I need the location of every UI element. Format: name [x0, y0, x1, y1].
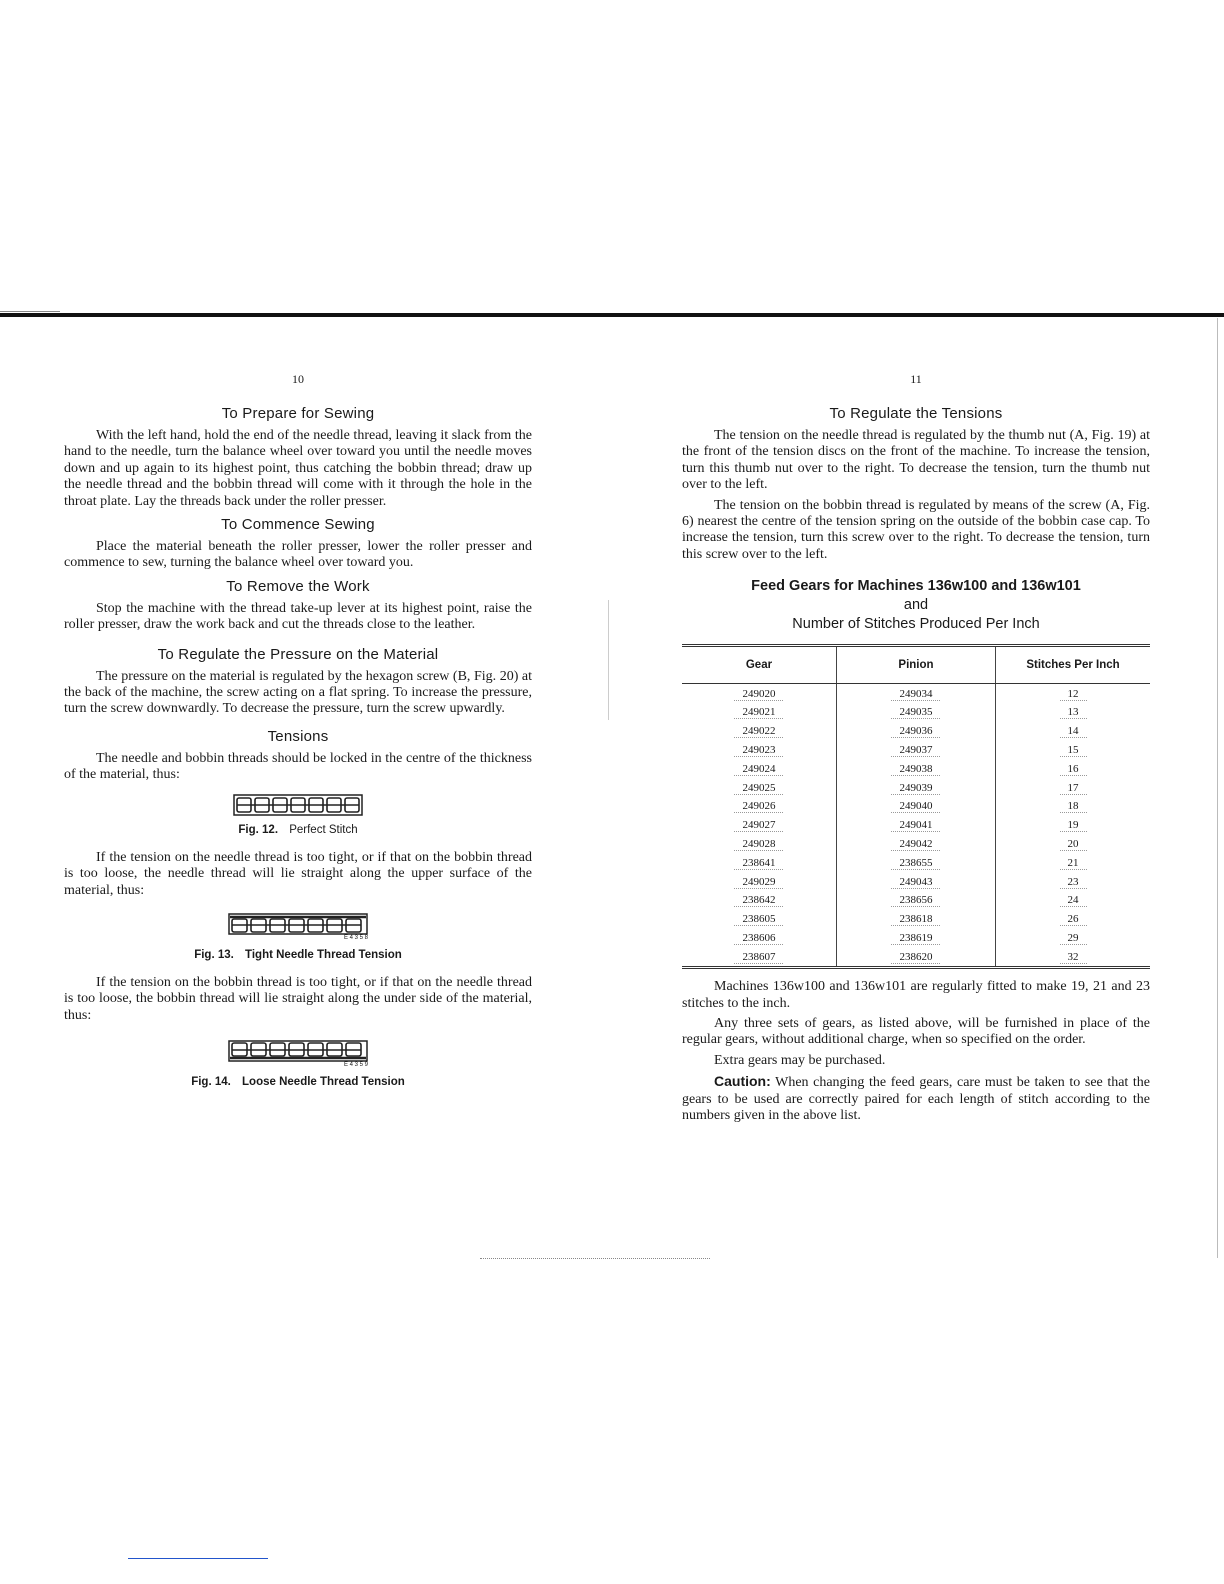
gutter-line — [608, 600, 609, 720]
gear-cell-value: 238606 — [734, 932, 783, 945]
table-row — [682, 778, 1150, 797]
gear-cell — [682, 797, 836, 816]
stitches-cell-value: 17 — [1060, 782, 1087, 795]
column-header-gear: Gear — [682, 646, 836, 684]
stitches-cell-value: 12 — [1060, 688, 1087, 701]
gear-cell — [682, 741, 836, 760]
table-body — [682, 684, 1150, 968]
stitches-cell — [996, 741, 1150, 760]
gear-cell — [682, 722, 836, 741]
stitches-cell-value: 29 — [1060, 932, 1087, 945]
pinion-cell — [836, 741, 995, 760]
heading-regulate-pressure: To Regulate the Pressure on the Material — [157, 645, 439, 663]
gear-table-title-line3: Number of Stitches Produced Per Inch — [792, 616, 1040, 633]
heading-remove-work: To Remove the Work — [226, 577, 370, 595]
heading-prepare-sewing: To Prepare for Sewing — [221, 405, 375, 422]
stitches-cell-value: 32 — [1060, 951, 1087, 964]
stitches-cell-value: 24 — [1060, 894, 1087, 907]
gear-cell — [682, 929, 836, 948]
figure-tight-needle — [64, 913, 532, 941]
paragraph-caution — [682, 1073, 1150, 1124]
gear-cell-value: 249027 — [734, 819, 783, 832]
fig-14-code: E 4 3 5 9 — [343, 1062, 368, 1069]
pinion-cell-value: 249039 — [891, 782, 940, 795]
table-row — [682, 741, 1150, 760]
stitches-cell-value: 14 — [1060, 725, 1087, 738]
pinion-cell — [836, 929, 995, 948]
fig-13-number: Fig. 13. — [194, 948, 234, 961]
stitches-cell-value: 19 — [1060, 819, 1087, 832]
pinion-cell-value: 249043 — [891, 876, 940, 889]
table-row — [682, 703, 1150, 722]
caution-label: Caution: — [714, 1073, 771, 1090]
bottom-blue-rule — [128, 1558, 268, 1559]
paragraph-needle-tension: The tension on the needle thread is regulated by the thumb nut (A, Fig. 19) at the front of the tension discs on the front of the machine. To increase the tension, turn this thumb nut over to the right. To decrease the tension, turn the thumb nut over to the left. — [682, 428, 1150, 493]
gear-cell-value: 249025 — [734, 782, 783, 795]
stitches-cell — [996, 684, 1150, 703]
pinion-cell-value: 238656 — [891, 894, 940, 907]
table-row — [682, 835, 1150, 854]
pinion-cell — [836, 778, 995, 797]
gear-cell — [682, 684, 836, 703]
tight-needle-stitch-illustration — [228, 913, 368, 935]
stitches-cell — [996, 910, 1150, 929]
gear-cell-value: 238605 — [734, 913, 783, 926]
fig-12-number: Fig. 12. — [238, 823, 279, 836]
figure-loose-needle — [64, 1040, 532, 1068]
fig-13-code: E 4 3 5 8 — [343, 934, 368, 941]
gear-cell-value: 249022 — [734, 725, 783, 738]
pinion-cell-value: 238655 — [891, 857, 940, 870]
pinion-cell — [836, 853, 995, 872]
gear-cell — [682, 835, 836, 854]
stitches-cell-value: 18 — [1060, 800, 1087, 813]
gear-cell-value: 249024 — [734, 763, 783, 776]
paragraph-loose-tension: If the tension on the bobbin thread is too tight, or if that on the needle thread is too loose, the bobbin thread will lie straight along the under side of the material, thus: — [64, 974, 532, 1023]
page-number-left: 10 — [292, 372, 304, 386]
pinion-cell-value: 249041 — [891, 819, 940, 832]
pinion-cell-value: 249035 — [891, 706, 940, 719]
table-row — [682, 797, 1150, 816]
table-row — [682, 929, 1150, 948]
pinion-cell-value: 249034 — [891, 688, 940, 701]
stitches-cell-value: 16 — [1060, 763, 1087, 776]
stitches-cell — [996, 797, 1150, 816]
stitches-cell-value: 20 — [1060, 838, 1087, 851]
fig-13-title: Tight Needle Thread Tension — [245, 948, 402, 961]
table-row — [682, 910, 1150, 929]
stitches-cell-value: 26 — [1060, 913, 1087, 926]
table-header-row — [682, 646, 1150, 684]
pinion-cell-value: 249038 — [891, 763, 940, 776]
stitches-cell-value: 23 — [1060, 876, 1087, 889]
column-header-stitches: Stitches Per Inch — [996, 646, 1150, 684]
gear-cell-value: 238607 — [734, 951, 783, 964]
pinion-cell — [836, 947, 995, 967]
figure-perfect-stitch — [64, 794, 532, 816]
gear-cell-value: 238641 — [734, 857, 783, 870]
gear-table-title-line2: and — [903, 597, 929, 614]
gear-cell-value: 249021 — [734, 706, 783, 719]
bottom-dotted-line — [480, 1258, 710, 1260]
stitches-cell-value: 15 — [1060, 744, 1087, 757]
stitches-cell — [996, 929, 1150, 948]
feed-gears-table — [682, 644, 1150, 969]
heading-commence-sewing: To Commence Sewing — [221, 516, 375, 534]
left-page — [64, 372, 532, 1102]
pinion-cell-value: 238618 — [891, 913, 940, 926]
heading-regulate-tensions: To Regulate the Tensions — [829, 405, 1003, 422]
gear-cell — [682, 816, 836, 835]
table-row — [682, 759, 1150, 778]
pinion-cell-value: 249040 — [891, 800, 940, 813]
pinion-cell — [836, 722, 995, 741]
gear-cell-value: 238642 — [734, 894, 783, 907]
pinion-cell-value: 238619 — [891, 932, 940, 945]
caution-text: When changing the feed gears, care must be taken to see that the gears to be used are correctly paired for each length of stitch according to the numbers given in the above list. — [682, 1075, 1151, 1124]
gear-cell — [682, 778, 836, 797]
pinion-cell-value: 249042 — [891, 838, 940, 851]
pinion-cell — [836, 891, 995, 910]
table-row — [682, 947, 1150, 967]
gear-cell-value: 249026 — [734, 800, 783, 813]
gear-cell — [682, 872, 836, 891]
fig-14-title: Loose Needle Thread Tension — [242, 1076, 405, 1089]
page-top-rule — [0, 313, 1224, 317]
pinion-cell — [836, 910, 995, 929]
table-row — [682, 872, 1150, 891]
paragraph-prepare-sewing: With the left hand, hold the end of the needle thread, leaving it slack from the hand to the needle, turn the balance wheel over toward you until the needle moves down and up again to its highest point, thus catching the bobbin thread; draw up the needle thread and the bobbin thread will come with it through the hole in the throat plate. Lay the threads back under the roller presser. — [64, 428, 532, 509]
pinion-cell — [836, 872, 995, 891]
stitches-cell — [996, 947, 1150, 967]
paragraph-tensions: The needle and bobbin threads should be locked in the centre of the thickness of the material, thus: — [64, 750, 532, 783]
table-row — [682, 853, 1150, 872]
gear-cell — [682, 759, 836, 778]
gear-cell — [682, 910, 836, 929]
stitches-cell — [996, 853, 1150, 872]
page-side-rule — [1217, 318, 1218, 1258]
stitches-cell — [996, 759, 1150, 778]
stitches-cell-value: 13 — [1060, 706, 1087, 719]
caption-fig-13 — [64, 949, 532, 961]
gear-cell — [682, 891, 836, 910]
gear-cell-value: 249023 — [734, 744, 783, 757]
gear-table-title-line1: Feed Gears for Machines 136w100 and 136w101 — [751, 578, 1081, 595]
pinion-cell — [836, 797, 995, 816]
gear-cell-value: 249028 — [734, 838, 783, 851]
paragraph-commence-sewing: Place the material beneath the roller presser, lower the roller presser and commence to sew, turning the balance wheel over toward you. — [64, 539, 532, 571]
gear-cell — [682, 703, 836, 722]
pinion-cell — [836, 684, 995, 703]
table-row — [682, 891, 1150, 910]
fig-14-number: Fig. 14. — [191, 1076, 231, 1089]
paragraph-remove-work: Stop the machine with the thread take-up lever at its highest point, raise the roller presser, draw the work back and cut the threads close to the leather. — [64, 600, 532, 633]
heading-tensions: Tensions — [267, 727, 329, 745]
perfect-stitch-illustration — [233, 794, 363, 816]
stitches-cell-value: 21 — [1060, 857, 1087, 870]
caption-fig-12 — [64, 824, 532, 836]
table-row — [682, 816, 1150, 835]
pinion-cell-value: 238620 — [891, 951, 940, 964]
pinion-cell — [836, 759, 995, 778]
column-header-pinion: Pinion — [836, 646, 995, 684]
stitches-cell — [996, 872, 1150, 891]
table-row — [682, 722, 1150, 741]
paragraph-tight-tension: If the tension on the needle thread is too tight, or if that on the bobbin thread is too loose, the needle thread will lie straight along the upper surface of the material, thus: — [64, 849, 532, 898]
page-number-right: 11 — [910, 372, 922, 386]
paragraph-bobbin-tension: The tension on the bobbin thread is regulated by means of the screw (A, Fig. 6) nearest the centre of the tension spring on the outside of the bobbin case cap. To increase the tension, turn this screw over to the right. To decrease the tension, turn this screw over to the left. — [682, 497, 1150, 562]
gear-cell — [682, 947, 836, 967]
fig-12-title: Perfect Stitch — [289, 823, 358, 836]
stitches-cell — [996, 703, 1150, 722]
table-row — [682, 684, 1150, 703]
pinion-cell-value: 249037 — [891, 744, 940, 757]
paragraph-three-sets: Any three sets of gears, as listed above, will be furnished in place of the regular gears, without additional charge, when so specified on the order. — [682, 1016, 1150, 1048]
right-page — [682, 372, 1150, 1128]
stitches-cell — [996, 816, 1150, 835]
stitches-cell — [996, 722, 1150, 741]
gear-table-title — [682, 577, 1150, 634]
caption-fig-14 — [64, 1076, 532, 1088]
pinion-cell — [836, 835, 995, 854]
paragraph-regulate-pressure: The pressure on the material is regulated by the hexagon screw (B, Fig. 20) at the back of the machine, the screw acting on a flat spring. To increase the pressure, turn the screw downwardly. To decrease the pressure, turn the screw upwardly. — [64, 668, 532, 717]
stitches-cell — [996, 835, 1150, 854]
top-rule-faint — [0, 311, 60, 312]
paragraph-extra-gears: Extra gears may be purchased. — [714, 1052, 886, 1068]
paragraph-regular-fit: Machines 136w100 and 136w101 are regularly fitted to make 19, 21 and 23 stitches to the inch. — [682, 979, 1150, 1011]
stitches-cell — [996, 778, 1150, 797]
gear-cell-value: 249020 — [734, 688, 783, 701]
pinion-cell — [836, 703, 995, 722]
gear-cell-value: 249029 — [734, 876, 783, 889]
pinion-cell-value: 249036 — [891, 725, 940, 738]
loose-needle-stitch-illustration — [228, 1040, 368, 1062]
gear-cell — [682, 853, 836, 872]
stitches-cell — [996, 891, 1150, 910]
pinion-cell — [836, 816, 995, 835]
